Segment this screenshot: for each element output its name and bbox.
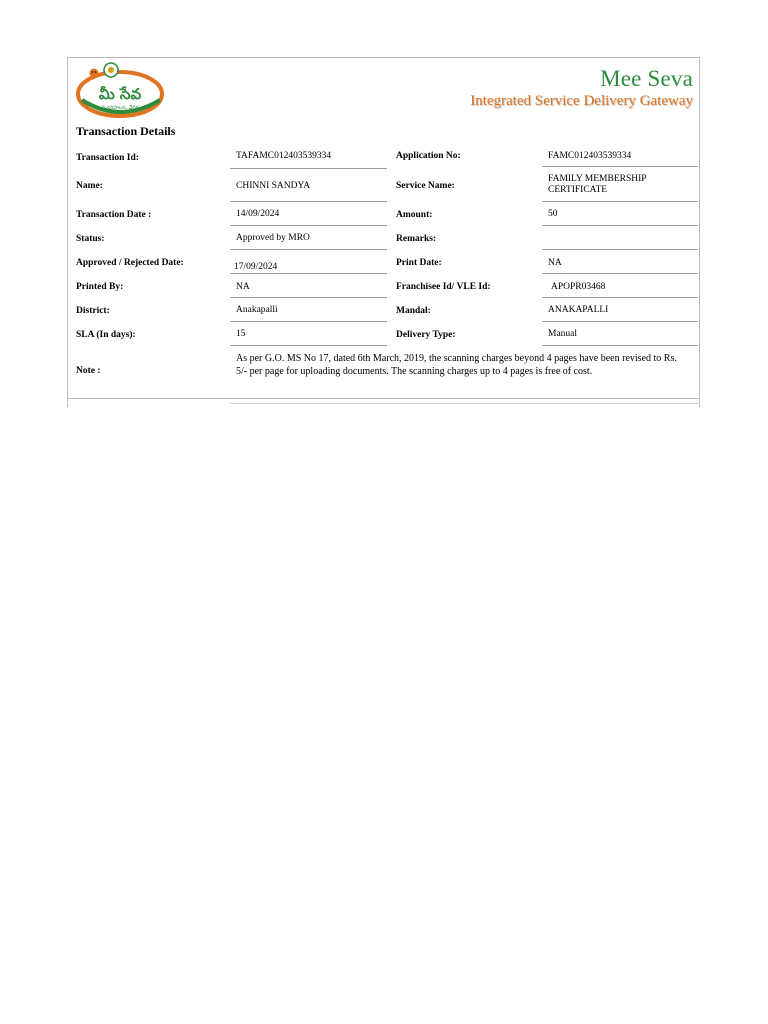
application-no-label: Application No: <box>396 151 461 161</box>
delivery-type-value: Manual <box>548 329 578 339</box>
divider <box>542 166 698 167</box>
name-label: Name: <box>76 181 103 191</box>
divider <box>67 398 700 399</box>
divider <box>542 345 698 346</box>
brand-subtitle: Integrated Service Delivery Gateway <box>470 93 693 109</box>
logo-tagline: సుపరిపాలన, వేదిక <box>101 105 139 111</box>
approved-date-label: Approved / Rejected Date: <box>76 258 184 268</box>
divider <box>542 201 698 202</box>
logo-text: మీ సేవ <box>98 85 142 103</box>
service-name-value-line2: CERTIFICATE <box>548 185 608 195</box>
mandal-label: Mandal: <box>396 306 431 316</box>
amount-label: Amount: <box>396 210 433 220</box>
mee-seva-logo <box>76 60 166 118</box>
brand-block <box>470 66 693 110</box>
transaction-date-value: 14/09/2024 <box>236 209 280 219</box>
mandal-value: ANAKAPALLI <box>548 305 609 315</box>
remarks-label: Remarks: <box>396 234 437 244</box>
print-date-value: NA <box>548 258 562 268</box>
application-no-value: FAMC012403539334 <box>548 151 632 161</box>
divider <box>230 403 698 404</box>
note-text: As per G.O. MS No 17, dated 6th March, 2019, the scanning charges beyond 4 pages have been revised to Rs. 5/- per page for uploading documents. The scanning charges up to 4 pages is free of cost. <box>236 353 677 377</box>
name-value: CHINNI SANDYA <box>236 181 311 191</box>
divider <box>230 273 387 274</box>
delivery-type-label: Delivery Type: <box>396 330 456 340</box>
divider <box>230 225 387 226</box>
divider <box>542 321 698 322</box>
divider <box>230 249 387 250</box>
divider <box>230 297 387 298</box>
amount-value: 50 <box>548 209 558 219</box>
divider <box>230 201 387 202</box>
status-label: Status: <box>76 234 105 244</box>
divider <box>230 168 387 169</box>
note-label: Note : <box>76 366 101 376</box>
transaction-id-label: Transaction Id: <box>76 153 139 163</box>
transaction-id-value: TAFAMC012403539334 <box>236 151 332 161</box>
divider <box>230 345 387 346</box>
district-value: Anakapalli <box>236 305 278 315</box>
printed-by-value: NA <box>236 282 250 292</box>
brand-title: Mee Seva <box>600 66 693 91</box>
sla-label: SLA (In days): <box>76 330 136 340</box>
approved-date-value: 17/09/2024 <box>234 262 278 272</box>
divider <box>542 273 698 274</box>
section-title: Transaction Details <box>76 124 176 138</box>
printed-by-label: Printed By: <box>76 282 124 292</box>
franchisee-value: APOPR03468 <box>551 282 606 292</box>
print-date-label: Print Date: <box>396 258 442 268</box>
status-value: Approved by MRO <box>236 233 310 243</box>
divider <box>542 249 698 250</box>
divider <box>542 225 698 226</box>
sla-value: 15 <box>236 329 246 339</box>
franchisee-label: Franchisee Id/ VLE Id: <box>396 282 491 292</box>
district-label: District: <box>76 306 110 316</box>
service-name-value-line1: FAMILY MEMBERSHIP <box>548 174 647 184</box>
transaction-date-label: Transaction Date : <box>76 210 152 220</box>
divider <box>230 321 387 322</box>
divider <box>542 297 698 298</box>
service-name-label: Service Name: <box>396 181 455 191</box>
